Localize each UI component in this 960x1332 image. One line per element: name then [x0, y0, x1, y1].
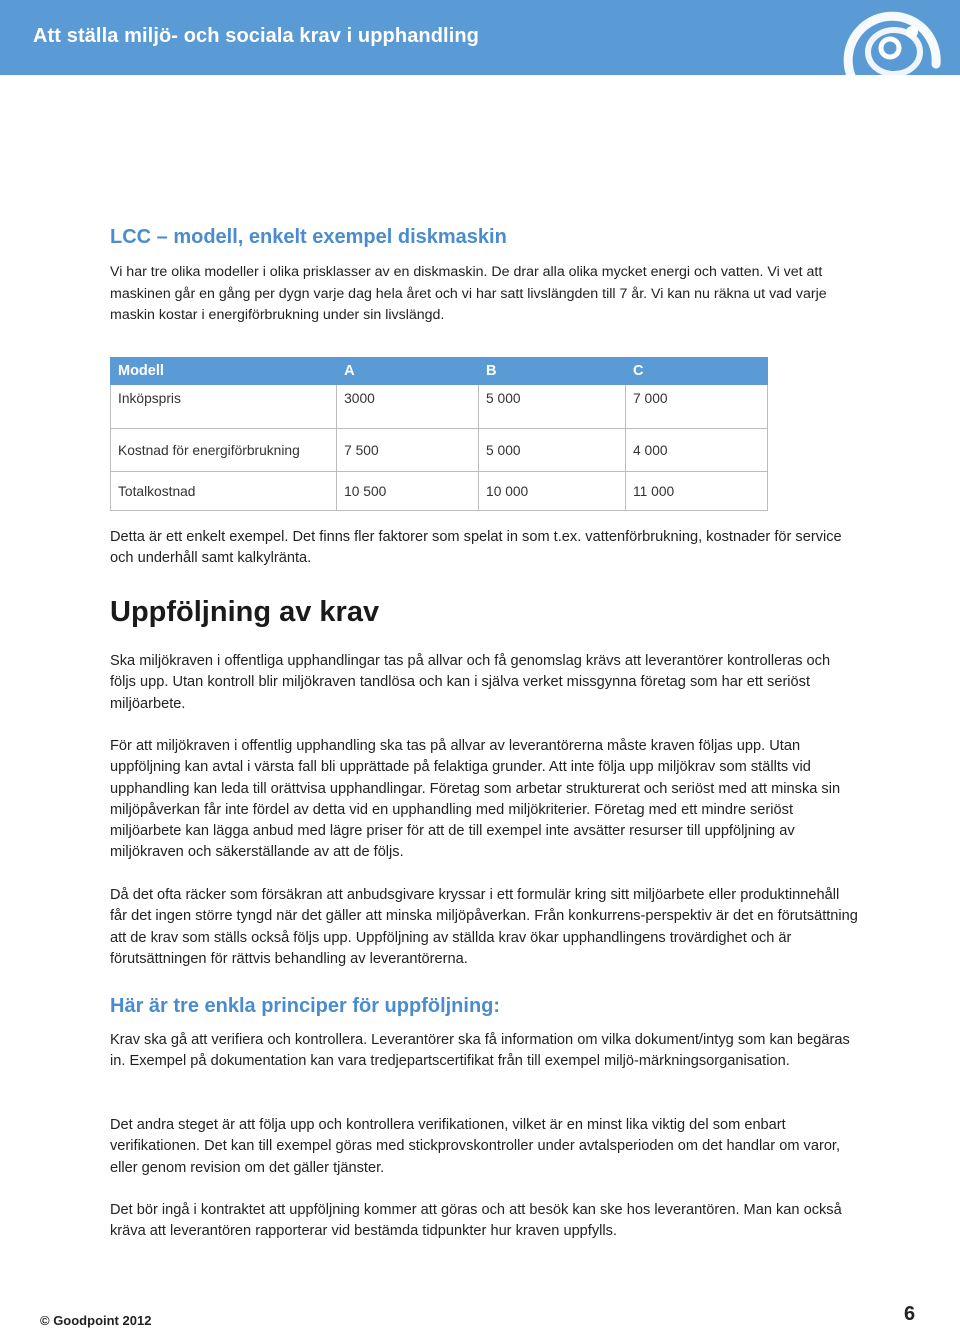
table-header-row	[111, 358, 768, 385]
table-header-cell: Modell	[111, 358, 337, 385]
table-row	[111, 385, 768, 429]
table-cell: 4 000	[626, 429, 768, 472]
page-number: 6	[904, 1303, 916, 1325]
table-cell: Totalkostnad	[111, 472, 337, 511]
page-header	[0, 0, 960, 75]
table-cell: 11 000	[626, 472, 768, 511]
followup-heading: Uppföljning av krav	[110, 596, 380, 628]
header-title: Att ställa miljö- och sociala krav i upphandling	[33, 25, 479, 47]
table-cell: 10 000	[479, 472, 626, 511]
principles-paragraph-2: Det andra steget är att följa upp och kontrollera verifikationen, vilket är en minst lika viktig del som enbart verifikationen. Det kan till exempel göras med stickprovskontroller under avtalsperioden om det handlar om varor, eller genom revision om det gäller tjänster.	[110, 1117, 841, 1176]
principles-paragraph-1: Krav ska gå att verifiera och kontrollera. Leverantörer ska få information om vilka dokument/intyg som kan begäras in. Exempel på dokumentation kan vara tredjepartscertifikat från till exempel miljö-märkningsorganisation.	[110, 1032, 850, 1070]
table-cell: 7 500	[337, 429, 479, 472]
table-cell: 5 000	[479, 429, 626, 472]
table-header-cell: A	[337, 358, 479, 385]
goodpoint-logo-icon	[842, 2, 942, 98]
table-cell: 5 000	[479, 385, 626, 429]
footer-copyright: © Goodpoint 2012	[40, 1313, 152, 1328]
table-cell: 3000	[337, 385, 479, 429]
table-row	[111, 472, 768, 511]
table-header-cell: C	[626, 358, 768, 385]
followup-paragraph-1: Ska miljökraven i offentliga upphandlingar tas på allvar och få genomslag krävs att leverantörer kontrolleras och följs upp. Utan kontroll blir miljökraven tandlösa och kan i själva verket missgynna företag som har ett seriöst miljöarbete.	[110, 653, 831, 712]
table-cell: Inköpspris	[111, 385, 337, 429]
table-row	[111, 429, 768, 472]
lcc-table	[110, 357, 768, 511]
lcc-note: Detta är ett enkelt exempel. Det finns fler faktorer som spelat in som t.ex. vattenförbrukning, kostnader för service och underhåll samt kalkylränta.	[110, 529, 842, 567]
table-header-cell: B	[479, 358, 626, 385]
table-cell: 10 500	[337, 472, 479, 511]
principles-paragraph-3: Det bör ingå i kontraktet att uppföljning kommer att göras och att besök kan ske hos leverantören. Man kan också kräva att leverantören rapporterar vid bestämda tidpunkter hur kraven uppfylls.	[110, 1202, 842, 1240]
principles-heading: Här är tre enkla principer för uppföljning:	[110, 995, 501, 1017]
table-cell: Kostnad för energiförbrukning	[111, 429, 337, 472]
followup-paragraph-3: Då det ofta räcker som försäkran att anbudsgivare kryssar i ett formulär kring sitt miljöarbete eller produktinnehåll får det ingen större tyngd när det gäller att minska miljöpåverkan. Från konkurrens-perspektiv är det en förutsättning att de krav som ställs också följs upp. Uppföljning av ställda krav ökar upphandlingens trovärdighet och är förutsättningen för rättvis behandling av leverantörerna.	[110, 887, 858, 967]
lcc-heading: LCC – modell, enkelt exempel diskmaskin	[110, 226, 507, 248]
followup-paragraph-2: För att miljökraven i offentlig upphandling ska tas på allvar av leverantörerna måste kraven följas upp. Utan uppföljning kan avtal i värsta fall bli upprättade på felaktiga grunder. Att inte följa upp miljökrav som ställts vid upphandling kan leda till orättvisa upphandlingar. Företag som arbetar strukturerat och seriöst med att minska sin miljöpåverkan får inte fördel av detta vid en upphandling med miljökriterier. Företag med ett mindre seriöst miljöarbete kan lägga anbud med lägre priser för att de till exempel inte avsätter resurser till uppföljning av miljökraven och säkerställande av att de följs.	[110, 738, 841, 861]
lcc-intro: Vi har tre olika modeller i olika prisklasser av en diskmaskin. De drar alla olika mycket energi och vatten. Vi vet att maskinen går en gång per dygn varje dag hela året och vi har satt livslängden till 7 år. Vi kan nu räkna ut vad varje maskin kostar i energiförbrukning under sin livslängd.	[110, 264, 827, 323]
table-cell: 7 000	[626, 385, 768, 429]
